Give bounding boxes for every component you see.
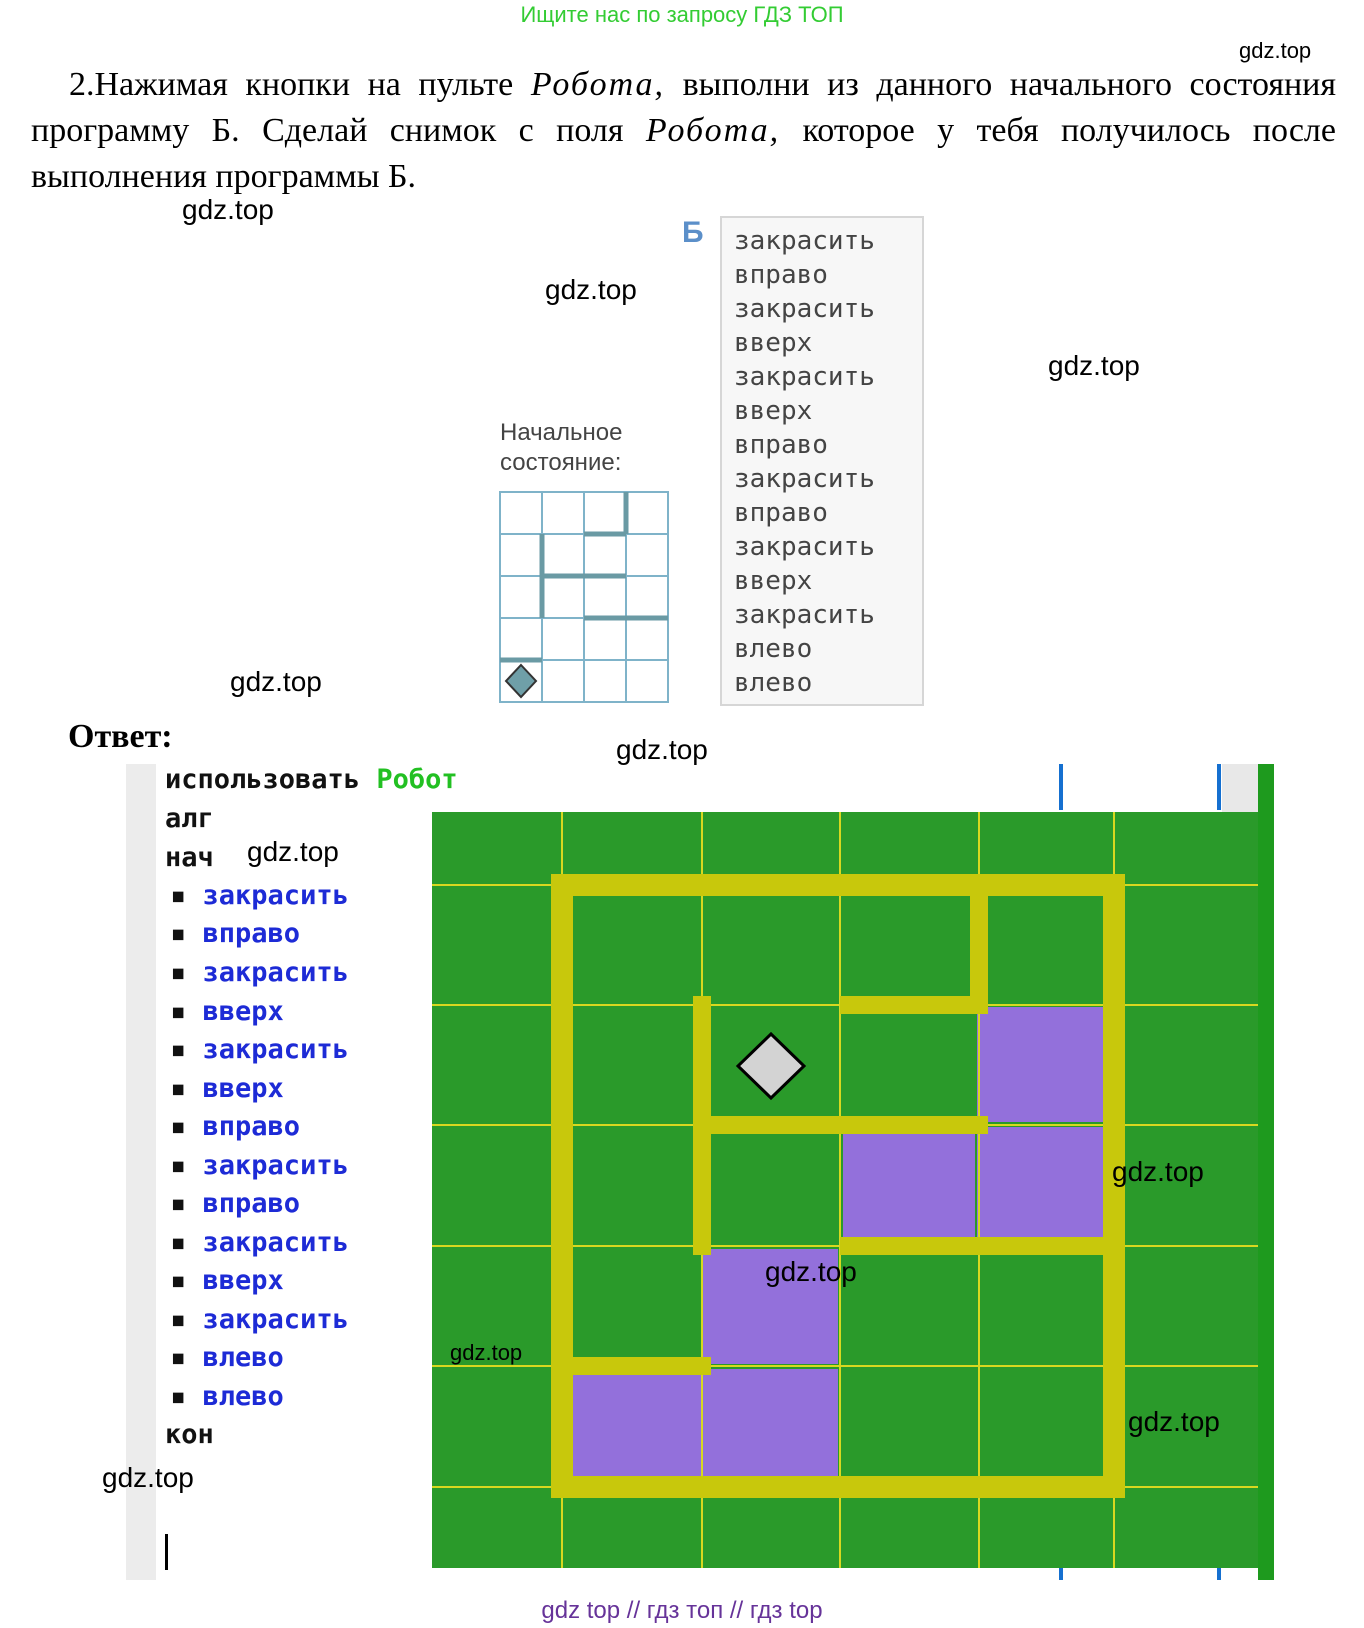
code-use-line[interactable] [165,764,458,795]
painted-cell [843,1127,975,1242]
margin-marker [1059,1566,1063,1580]
code-command-line[interactable] [170,1150,349,1181]
command-text: вправо [202,918,301,949]
task-robot-1: Робота, [530,66,666,103]
answer-label: Ответ: [68,718,173,755]
margin-marker [1217,764,1221,810]
code-command-line[interactable] [170,996,284,1027]
watermark: gdz.top [1239,38,1312,63]
program-letter: Б [682,216,704,249]
line-bullet: ▪ [170,880,187,911]
robot-field [432,812,1258,1568]
code-command-line[interactable] [170,1111,300,1142]
program-line: вверх [734,566,813,596]
search-banner: Ищите нас по запросу ГДЗ ТОП [520,2,844,27]
code-command-line[interactable] [170,1265,284,1296]
footer-watermark: gdz top // гдз топ // гдз top [541,1597,823,1624]
line-bullet: ▪ [170,957,187,988]
line-bullet: ▪ [170,1188,187,1219]
code-command-line[interactable] [170,1304,349,1335]
line-bullet: ▪ [170,996,187,1027]
margin-marker [1217,1566,1221,1580]
code-command-line[interactable] [170,957,349,988]
robot-icon [506,665,536,697]
painted-cell [977,1007,1109,1122]
line-bullet: ▪ [170,1265,187,1296]
line-bullet: ▪ [170,1227,187,1258]
line-bullet: ▪ [170,918,187,949]
command-text: закрасить [202,1227,349,1258]
use-keyword: использовать [165,764,361,795]
line-bullet: ▪ [170,1150,187,1181]
watermark: gdz.top [765,1256,857,1287]
task-robot-2: Робота, [645,112,781,149]
scrollbar-track[interactable] [1222,764,1258,814]
painted-cell [702,1369,838,1484]
code-command-line[interactable] [170,1342,284,1373]
start-state-label [500,418,622,478]
line-bullet: ▪ [170,1304,187,1335]
code-command-line[interactable] [170,880,349,911]
code-command-line[interactable] [170,1188,300,1219]
program-listing [720,216,924,706]
code-command-line[interactable] [170,1227,349,1258]
command-text: закрасить [202,880,349,911]
watermark: gdz.top [616,734,708,765]
program-line: закрасить [734,362,875,392]
code-kon-line[interactable]: кон [165,1419,214,1450]
line-bullet: ▪ [170,1111,187,1142]
editor-gutter [126,764,156,1580]
command-text: вправо [202,1111,301,1142]
watermark: gdz.top [1112,1156,1204,1187]
watermark: gdz.top [450,1340,523,1365]
watermark: gdz.top [1128,1406,1220,1437]
code-command-line[interactable] [170,918,300,949]
start-label-line: Начальное [500,419,623,446]
text-caret [165,1534,168,1570]
program-line: закрасить [734,294,875,324]
command-text: закрасить [202,1304,349,1335]
robot-keyword: Робот [376,764,458,795]
code-command-line[interactable] [170,1034,349,1065]
start-label-line: состояние: [500,449,622,476]
command-text: вверх [202,996,284,1027]
painted-cell [567,1369,703,1484]
program-line: влево [734,668,813,698]
task-part2: выполни из данного начального состояния программу Б. Сделай снимок с поля [31,66,1336,149]
command-text: влево [202,1342,284,1373]
program-line: закрасить [734,600,875,630]
task-text [31,62,1336,200]
command-text: закрасить [202,1034,349,1065]
watermark: gdz.top [1048,350,1140,381]
code-command-line[interactable] [170,1381,284,1412]
code-nach-line[interactable]: нач [165,842,214,873]
program-line: закрасить [734,532,875,562]
code-alg-line[interactable]: алг [165,803,214,834]
margin-marker [1059,764,1063,810]
command-text: закрасить [202,957,349,988]
task-part1: 2.Нажимая кнопки на пульте [69,66,531,103]
program-line: вправо [734,430,828,460]
program-line: влево [734,634,813,664]
watermark: gdz.top [182,194,274,225]
program-line: вправо [734,260,828,290]
watermark: gdz.top [230,666,322,697]
command-text: закрасить [202,1150,349,1181]
program-line: закрасить [734,464,875,494]
program-line: вверх [734,328,813,358]
watermark: gdz.top [545,274,637,305]
watermark: gdz.top [102,1462,194,1493]
start-state-grid [498,490,674,704]
painted-cell [977,1127,1109,1242]
program-line: закрасить [734,226,875,256]
line-bullet: ▪ [170,1073,187,1104]
line-bullet: ▪ [170,1034,187,1065]
task-part3: которое у тебя получилось после выполнения программы Б. [31,112,1336,195]
field-edge [1258,764,1274,1580]
command-text: вверх [202,1265,284,1296]
line-bullet: ▪ [170,1381,187,1412]
code-command-line[interactable] [170,1073,284,1104]
command-text: вправо [202,1188,301,1219]
command-text: вверх [202,1073,284,1104]
program-line: вверх [734,396,813,426]
command-text: влево [202,1381,284,1412]
program-line: вправо [734,498,828,528]
line-bullet: ▪ [170,1342,187,1373]
watermark: gdz.top [247,836,339,867]
